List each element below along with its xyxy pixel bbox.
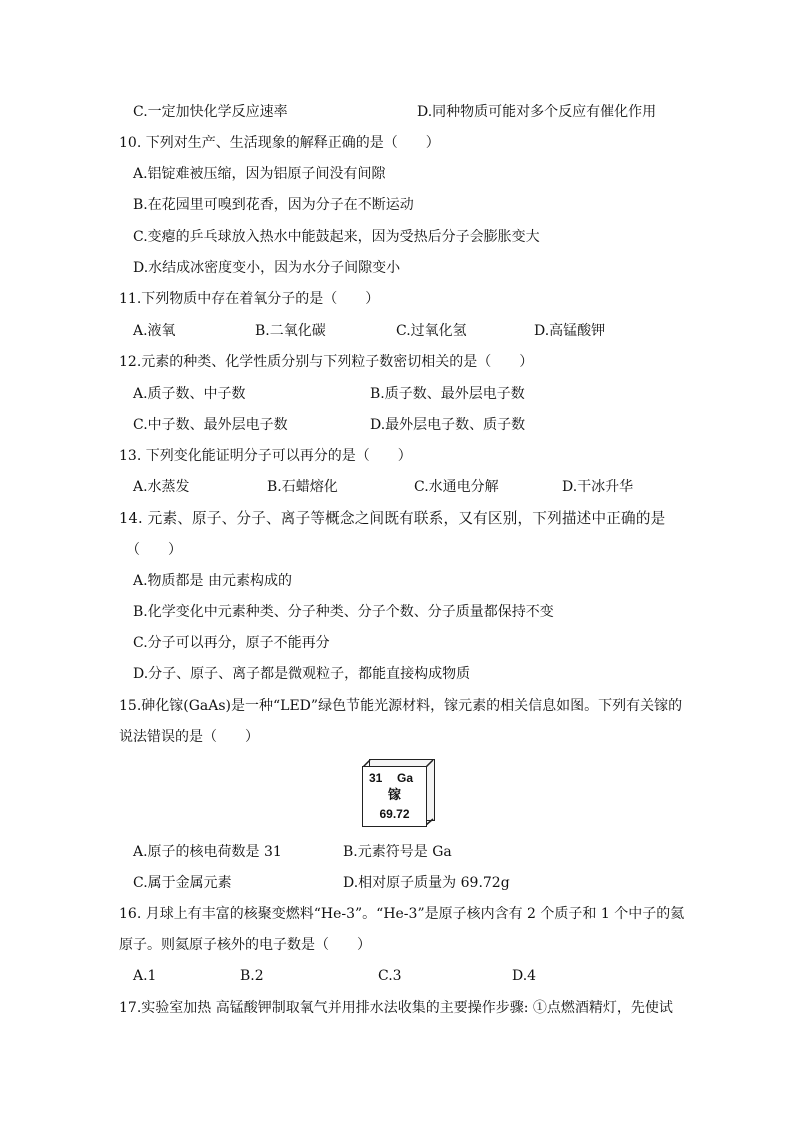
question-15: 15.砷化镓(GaAs)是一种“LED”绿色节能光源材料，镓元素的相关信息如图。下列有关镓的 [119, 698, 683, 714]
option-11a: A.液氧 [133, 323, 176, 339]
question-11: 11.下列物质中存在着氧分子的是（ ） [119, 291, 380, 307]
option-9c: C.一定加快化学反应速率 [133, 104, 288, 120]
option-14c: C.分子可以再分，原子不能再分 [133, 635, 330, 651]
element-mass: 69.72 [379, 807, 410, 821]
option-15c: C.属于金属元素 [133, 875, 232, 891]
option-12d: D.最外层电子数、质子数 [370, 417, 526, 433]
question-13: 13. 下列变化能证明分子可以再分的是（ ） [119, 448, 412, 464]
option-10a: A.铝锭难被压缩，因为铝原子间没有间隙 [133, 166, 386, 182]
option-16c: C.3 [378, 968, 402, 984]
option-14a: A.物质都是 由元素构成的 [133, 573, 293, 589]
option-12c: C.中子数、最外层电子数 [133, 417, 288, 433]
element-symbol: Ga [397, 771, 414, 785]
question-17: 17.实验室加热 高锰酸钾制取氧气并用排水法收集的主要操作步骤: ①点燃酒精灯，先使试 [119, 1000, 673, 1016]
option-13b: B.石蜡熔化 [267, 479, 338, 495]
option-13c: C.水通电分解 [414, 479, 499, 495]
option-11c: C.过氧化氢 [396, 323, 467, 339]
question-16: 16. 月球上有丰富的核聚变燃料“He-3”。“He-3”是原子核内含有 2 个质子和 1 个中子的氦 [119, 906, 685, 922]
option-12a: A.质子数、中子数 [133, 386, 246, 402]
question-14: 14. 元素、原子、分子、离子等概念之间既有联系，又有区别，下列描述中正确的是 [119, 510, 666, 527]
option-15d: D.相对原子质量为 69.72g [343, 875, 510, 891]
option-14b: B.化学变化中元素种类、分子种类、分子个数、分子质量都保持不变 [133, 604, 554, 620]
option-13d: D.干冰升华 [562, 479, 634, 495]
option-9d: D.同种物质可能对多个反应有催化作用 [417, 104, 657, 120]
element-tile-figure [362, 759, 434, 827]
option-16a: A.1 [133, 968, 157, 984]
question-12: 12.元素的种类、化学性质分别与下列粒子数密切相关的是（ ） [119, 354, 534, 370]
element-tile [362, 766, 427, 827]
option-14d: D.分子、原子、离子都是微观粒子，都能直接构成物质 [133, 666, 471, 682]
option-10d: D.水结成冰密度变小，因为水分子间隙变小 [133, 260, 401, 276]
option-16d: D.4 [512, 968, 537, 984]
option-16b: B.2 [240, 968, 264, 984]
element-atomic-number: 31 [369, 771, 383, 785]
option-10c: C.变瘪的乒乓球放入热水中能鼓起来，因为受热后分子会膨胀变大 [133, 229, 540, 245]
option-10b: B.在花园里可嗅到花香，因为分子在不断运动 [133, 197, 414, 213]
option-12b: B.质子数、最外层电子数 [370, 386, 525, 402]
element-name: 镓 [387, 788, 401, 803]
question-14-paren: （ ） [126, 542, 182, 558]
question-16-cont: 原子。则氦原子核外的电子数是（ ） [119, 937, 371, 953]
question-15-cont: 说法错误的是（ ） [119, 729, 259, 745]
option-11b: B.二氧化碳 [255, 323, 326, 339]
option-15b: B.元素符号是 Ga [343, 844, 452, 860]
option-13a: A.水蒸发 [133, 479, 190, 495]
option-15a: A.原子的核电荷数是 31 [133, 844, 282, 860]
question-10: 10. 下列对生产、生活现象的解释正确的是（ ） [119, 135, 440, 151]
option-11d: D.高锰酸钾 [534, 323, 606, 339]
